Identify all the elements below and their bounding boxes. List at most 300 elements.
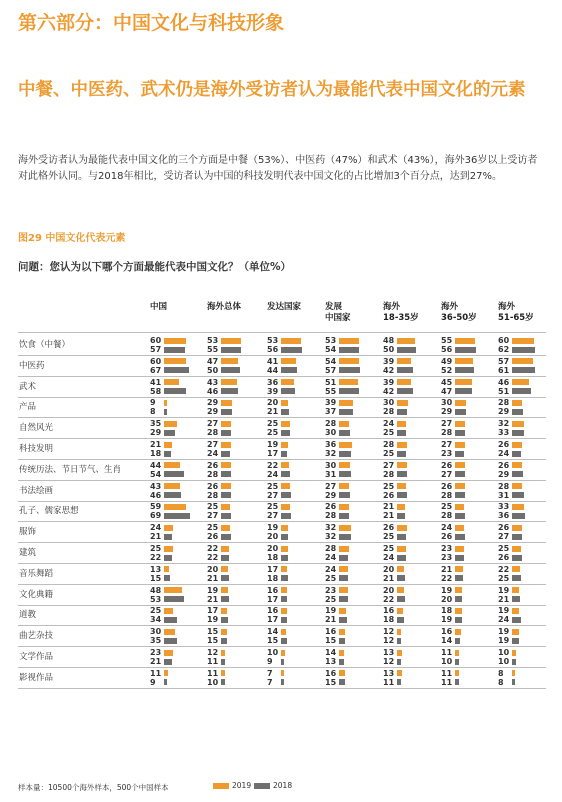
bar-2019 xyxy=(221,358,238,364)
value-2019: 20 xyxy=(267,544,279,553)
value-2018: 27 xyxy=(267,511,279,521)
bar-2018 xyxy=(339,471,351,477)
column-header-line1: 海外 xyxy=(498,302,516,312)
value-2019: 32 xyxy=(325,523,337,533)
value-2019: 35 xyxy=(150,419,162,429)
bar-2019 xyxy=(221,442,231,448)
bar-2019 xyxy=(164,608,173,614)
bar-2019 xyxy=(512,462,522,468)
bar-2018 xyxy=(164,659,172,665)
bar-2019 xyxy=(397,629,401,635)
bar-2019 xyxy=(221,629,227,635)
bar-2018 xyxy=(221,617,228,623)
bar-2018 xyxy=(339,617,347,623)
value-2018: 31 xyxy=(498,490,510,500)
bar-2018 xyxy=(455,367,474,373)
bar-2019 xyxy=(512,379,529,385)
bar-2018 xyxy=(164,555,172,561)
value-2018: 28 xyxy=(207,428,219,438)
bar-2019 xyxy=(164,462,180,468)
bar-2018 xyxy=(455,555,464,561)
bar-2018 xyxy=(281,617,287,623)
value-2019: 19 xyxy=(498,606,510,616)
bar-2019 xyxy=(512,587,519,593)
value-2018: 27 xyxy=(207,511,219,521)
value-2019: 28 xyxy=(383,440,395,449)
row-label: 自然风光 xyxy=(19,423,54,434)
value-2019: 19 xyxy=(441,585,453,595)
bar-2018 xyxy=(221,679,225,685)
value-2018: 11 xyxy=(383,677,395,687)
legend-swatch-2018 xyxy=(254,783,270,789)
value-2019: 60 xyxy=(150,336,162,345)
value-2019: 48 xyxy=(150,585,162,595)
value-2019: 26 xyxy=(207,460,219,470)
bar-2018 xyxy=(397,555,406,561)
bar-2019 xyxy=(281,483,290,489)
sample-note: 样本量：10500个海外样本，500个中国样本 xyxy=(18,783,169,792)
value-2018: 21 xyxy=(267,407,279,417)
value-2018: 28 xyxy=(441,428,453,438)
bar-2018 xyxy=(455,492,465,498)
value-2018: 26 xyxy=(383,490,395,500)
row-divider xyxy=(18,584,546,585)
bar-2018 xyxy=(455,471,465,477)
bar-2018 xyxy=(164,367,189,373)
value-2019: 39 xyxy=(383,377,395,387)
bar-2019 xyxy=(281,650,285,656)
value-2018: 28 xyxy=(441,511,453,521)
bar-2019 xyxy=(339,566,348,572)
bar-2019 xyxy=(281,546,288,552)
bar-2019 xyxy=(397,566,404,572)
bar-2019 xyxy=(281,338,301,344)
bar-2019 xyxy=(455,442,465,448)
value-2018: 21 xyxy=(325,615,337,625)
row-label: 孔子、儒家思想 xyxy=(19,506,79,517)
value-2018: 57 xyxy=(150,345,162,354)
bar-2019 xyxy=(397,608,403,614)
bar-2019 xyxy=(339,358,359,364)
bar-2018 xyxy=(512,388,531,394)
value-2018: 28 xyxy=(383,469,395,479)
value-2018: 21 xyxy=(207,573,219,583)
bar-2018 xyxy=(281,659,284,665)
value-2018: 27 xyxy=(441,469,453,479)
bar-2019 xyxy=(221,650,225,656)
value-2019: 21 xyxy=(441,564,453,574)
value-2018: 13 xyxy=(325,657,337,666)
row-divider xyxy=(18,501,546,502)
bar-2019 xyxy=(221,566,228,572)
bar-2019 xyxy=(164,566,169,572)
value-2019: 11 xyxy=(441,668,453,678)
bar-2018 xyxy=(164,638,177,644)
bar-2019 xyxy=(455,379,472,385)
value-2019: 13 xyxy=(383,668,395,678)
value-2018: 46 xyxy=(150,490,162,500)
value-2019: 25 xyxy=(207,523,219,533)
column-header xyxy=(498,302,534,324)
bar-2018 xyxy=(512,471,523,477)
legend-label-2019: 2019 xyxy=(232,781,252,790)
bar-2019 xyxy=(455,462,465,468)
bar-2018 xyxy=(339,347,359,353)
bar-2018 xyxy=(281,555,288,561)
bar-2018 xyxy=(164,617,177,623)
value-2019: 11 xyxy=(441,648,453,657)
value-2019: 21 xyxy=(150,440,162,449)
bar-2018 xyxy=(512,679,515,685)
row-divider xyxy=(18,542,546,543)
value-2018: 36 xyxy=(498,511,510,521)
bar-2019 xyxy=(455,358,473,364)
bar-2019 xyxy=(339,483,349,489)
bar-2019 xyxy=(512,525,522,531)
bar-2019 xyxy=(221,462,231,468)
bar-2018 xyxy=(397,534,406,540)
bar-2019 xyxy=(339,442,352,448)
column-header-line1: 发达国家 xyxy=(267,302,302,312)
column-header-line1: 中国 xyxy=(150,302,168,312)
value-2018: 42 xyxy=(383,386,395,396)
row-divider xyxy=(18,480,546,481)
bar-2019 xyxy=(339,608,346,614)
value-2019: 19 xyxy=(267,440,279,449)
figure-title: 图29 中国文化代表元素 xyxy=(18,233,126,244)
bar-2019 xyxy=(455,670,459,676)
row-divider xyxy=(18,376,546,377)
bar-2018 xyxy=(512,534,522,540)
value-2018: 21 xyxy=(383,573,395,583)
value-2019: 26 xyxy=(441,481,453,491)
value-2019: 60 xyxy=(498,336,510,345)
value-2019: 25 xyxy=(267,481,279,491)
bar-2018 xyxy=(221,409,232,415)
value-2019: 17 xyxy=(267,564,279,574)
value-2018: 25 xyxy=(325,594,337,604)
value-2018: 39 xyxy=(267,386,279,396)
value-2018: 8 xyxy=(498,677,504,687)
row-label: 文学作品 xyxy=(19,652,54,662)
bar-2019 xyxy=(164,338,186,344)
value-2019: 47 xyxy=(207,356,219,366)
value-2019: 39 xyxy=(383,356,395,366)
value-2018: 56 xyxy=(267,345,279,354)
bar-2019 xyxy=(455,546,464,552)
bar-2019 xyxy=(221,608,227,614)
bar-2019 xyxy=(397,504,405,510)
value-2018: 54 xyxy=(325,345,337,354)
bar-2018 xyxy=(512,555,522,561)
bar-2019 xyxy=(164,525,173,531)
value-2018: 15 xyxy=(325,677,337,687)
value-2019: 20 xyxy=(383,564,395,574)
value-2018: 11 xyxy=(207,657,219,666)
bar-2019 xyxy=(397,421,406,427)
bar-2018 xyxy=(281,638,287,644)
value-2019: 53 xyxy=(267,336,279,345)
bar-2018 xyxy=(512,347,535,353)
value-2018: 17 xyxy=(267,615,279,625)
bar-2018 xyxy=(281,409,289,415)
value-2018: 47 xyxy=(441,386,453,396)
bar-2018 xyxy=(455,596,462,602)
value-2019: 27 xyxy=(441,440,453,449)
row-label: 产品 xyxy=(19,402,37,413)
value-2018: 23 xyxy=(441,449,453,458)
value-2019: 22 xyxy=(498,564,510,574)
row-label: 建筑 xyxy=(19,548,37,558)
value-2018: 27 xyxy=(498,532,510,542)
value-2018: 57 xyxy=(325,365,337,375)
value-2018: 25 xyxy=(325,573,337,583)
bar-2019 xyxy=(221,400,232,406)
value-2018: 55 xyxy=(325,386,337,396)
value-2018: 18 xyxy=(383,615,395,625)
value-2019: 24 xyxy=(325,564,337,574)
value-2018: 21 xyxy=(150,657,162,666)
value-2019: 25 xyxy=(267,502,279,512)
bar-2018 xyxy=(164,679,167,685)
value-2019: 21 xyxy=(383,502,395,512)
bar-2018 xyxy=(339,679,345,685)
value-2019: 60 xyxy=(150,356,162,366)
value-2019: 48 xyxy=(383,336,395,345)
bar-2018 xyxy=(221,575,229,581)
bar-2018 xyxy=(164,534,172,540)
bar-2018 xyxy=(339,513,349,519)
value-2019: 59 xyxy=(150,502,162,512)
row-divider xyxy=(18,438,546,439)
column-header xyxy=(267,302,301,313)
value-2019: 10 xyxy=(267,648,279,657)
bar-2019 xyxy=(339,421,349,427)
bar-2019 xyxy=(281,400,288,406)
bar-2018 xyxy=(455,430,465,436)
column-header-line1: 海外总体 xyxy=(207,302,242,312)
bar-2019 xyxy=(512,629,519,635)
value-2018: 11 xyxy=(441,677,453,687)
value-2019: 44 xyxy=(150,460,162,470)
value-2018: 61 xyxy=(498,365,510,375)
value-2018: 54 xyxy=(150,469,162,479)
bar-2019 xyxy=(221,525,230,531)
bar-2019 xyxy=(512,442,522,448)
bar-2019 xyxy=(455,421,465,427)
bar-2019 xyxy=(164,358,186,364)
bar-2019 xyxy=(397,546,406,552)
bar-2019 xyxy=(512,546,521,552)
value-2018: 28 xyxy=(383,407,395,417)
value-2018: 62 xyxy=(498,345,510,354)
value-2019: 23 xyxy=(441,544,453,553)
bar-2018 xyxy=(455,409,466,415)
bar-2019 xyxy=(339,546,349,552)
bar-2019 xyxy=(397,442,407,448)
bar-2018 xyxy=(221,555,229,561)
row-label: 音乐舞蹈 xyxy=(19,568,54,579)
bar-2019 xyxy=(221,587,228,593)
value-2018: 28 xyxy=(207,490,219,500)
value-2019: 32 xyxy=(498,419,510,429)
bar-2018 xyxy=(281,430,290,436)
value-2018: 35 xyxy=(150,636,162,646)
bar-2019 xyxy=(339,587,348,593)
value-2019: 24 xyxy=(383,419,395,429)
bar-2019 xyxy=(281,587,287,593)
bar-2019 xyxy=(221,421,231,427)
bar-2019 xyxy=(455,525,464,531)
bar-2018 xyxy=(164,596,184,602)
bar-2018 xyxy=(339,430,350,436)
value-2019: 16 xyxy=(267,606,279,616)
value-2018: 67 xyxy=(150,365,162,375)
bar-2018 xyxy=(221,367,240,373)
value-2018: 23 xyxy=(441,553,453,562)
bar-2018 xyxy=(281,596,287,602)
value-2018: 29 xyxy=(150,428,162,438)
value-2018: 15 xyxy=(325,636,337,646)
value-2019: 30 xyxy=(441,398,453,408)
value-2018: 10 xyxy=(441,657,453,666)
value-2018: 28 xyxy=(441,490,453,500)
bar-2019 xyxy=(221,379,237,385)
value-2018: 53 xyxy=(150,594,162,604)
value-2018: 29 xyxy=(325,490,337,500)
column-header-line2: 51-65岁 xyxy=(498,313,534,323)
bar-2018 xyxy=(281,679,284,685)
row-label: 服饰 xyxy=(19,527,37,538)
bar-2019 xyxy=(512,338,534,344)
bar-2018 xyxy=(455,451,464,457)
bar-2018 xyxy=(339,638,345,644)
bar-2019 xyxy=(164,670,168,676)
value-2018: 32 xyxy=(325,449,337,458)
value-2018: 29 xyxy=(441,407,453,417)
value-2019: 24 xyxy=(441,523,453,533)
bar-2019 xyxy=(221,483,231,489)
value-2018: 55 xyxy=(207,345,219,354)
bar-2018 xyxy=(281,513,291,519)
value-2019: 28 xyxy=(498,481,510,491)
bar-2019 xyxy=(339,670,345,676)
value-2018: 29 xyxy=(498,469,510,479)
value-2019: 25 xyxy=(150,606,162,616)
bar-2018 xyxy=(339,367,360,373)
bar-2019 xyxy=(455,483,465,489)
value-2019: 8 xyxy=(498,668,504,678)
bar-2019 xyxy=(397,379,411,385)
bar-2019 xyxy=(221,338,241,344)
bar-2018 xyxy=(339,555,348,561)
value-2019: 23 xyxy=(325,585,337,595)
value-2018: 28 xyxy=(207,469,219,479)
row-label: 影视作品 xyxy=(19,672,54,683)
bar-2018 xyxy=(397,451,406,457)
bar-2018 xyxy=(164,471,184,477)
column-header-line2: 18-35岁 xyxy=(383,313,419,323)
value-2019: 22 xyxy=(207,544,219,553)
bar-2019 xyxy=(397,483,406,489)
bar-2018 xyxy=(164,347,185,353)
row-divider xyxy=(18,355,546,356)
bar-2019 xyxy=(455,629,461,635)
bar-2018 xyxy=(397,596,405,602)
value-2018: 21 xyxy=(150,532,162,542)
value-2018: 24 xyxy=(325,553,337,562)
bar-2018 xyxy=(397,492,407,498)
value-2018: 26 xyxy=(441,532,453,542)
value-2019: 43 xyxy=(150,481,162,491)
row-divider xyxy=(18,688,546,689)
bar-2019 xyxy=(512,650,516,656)
value-2019: 33 xyxy=(498,502,510,512)
value-2019: 19 xyxy=(325,606,337,616)
value-2019: 36 xyxy=(267,377,279,387)
value-2019: 45 xyxy=(441,377,453,387)
value-2019: 15 xyxy=(207,627,219,637)
value-2018: 30 xyxy=(325,428,337,438)
value-2018: 22 xyxy=(150,553,162,562)
value-2019: 54 xyxy=(325,356,337,366)
bar-2019 xyxy=(455,608,462,614)
value-2019: 26 xyxy=(441,460,453,470)
bar-2018 xyxy=(512,430,524,436)
bar-2018 xyxy=(397,409,407,415)
bar-2019 xyxy=(397,462,407,468)
bar-2019 xyxy=(281,421,290,427)
value-2018: 25 xyxy=(383,428,395,438)
bar-2018 xyxy=(221,430,231,436)
bar-2019 xyxy=(455,587,462,593)
value-2018: 31 xyxy=(325,469,337,479)
value-2018: 56 xyxy=(441,345,453,354)
bar-2019 xyxy=(512,400,522,406)
value-2018: 24 xyxy=(498,449,510,458)
bar-2018 xyxy=(455,534,465,540)
bar-2019 xyxy=(281,525,288,531)
value-2019: 55 xyxy=(441,336,453,345)
value-2018: 34 xyxy=(150,615,162,625)
column-header-line2: 36-50岁 xyxy=(441,313,477,323)
value-2019: 46 xyxy=(498,377,510,387)
value-2018: 24 xyxy=(498,615,510,625)
value-2019: 27 xyxy=(207,419,219,429)
value-2019: 53 xyxy=(207,336,219,345)
bar-2019 xyxy=(455,338,475,344)
value-2018: 25 xyxy=(383,449,395,458)
value-2018: 14 xyxy=(441,636,453,646)
bar-2019 xyxy=(455,504,464,510)
bar-2019 xyxy=(281,379,294,385)
row-label: 科技发明 xyxy=(19,444,54,454)
bar-2018 xyxy=(397,347,416,353)
value-2018: 21 xyxy=(207,594,219,604)
value-2019: 23 xyxy=(150,648,162,657)
value-2019: 39 xyxy=(325,398,337,408)
row-divider xyxy=(18,646,546,647)
bar-2019 xyxy=(281,504,290,510)
bar-2018 xyxy=(339,409,353,415)
column-header-line1: 海外 xyxy=(441,302,459,312)
row-divider xyxy=(18,605,546,606)
value-2019: 18 xyxy=(441,606,453,616)
value-2019: 13 xyxy=(150,564,162,574)
bar-2018 xyxy=(281,388,295,394)
value-2019: 30 xyxy=(383,398,395,408)
value-2018: 24 xyxy=(207,449,219,458)
